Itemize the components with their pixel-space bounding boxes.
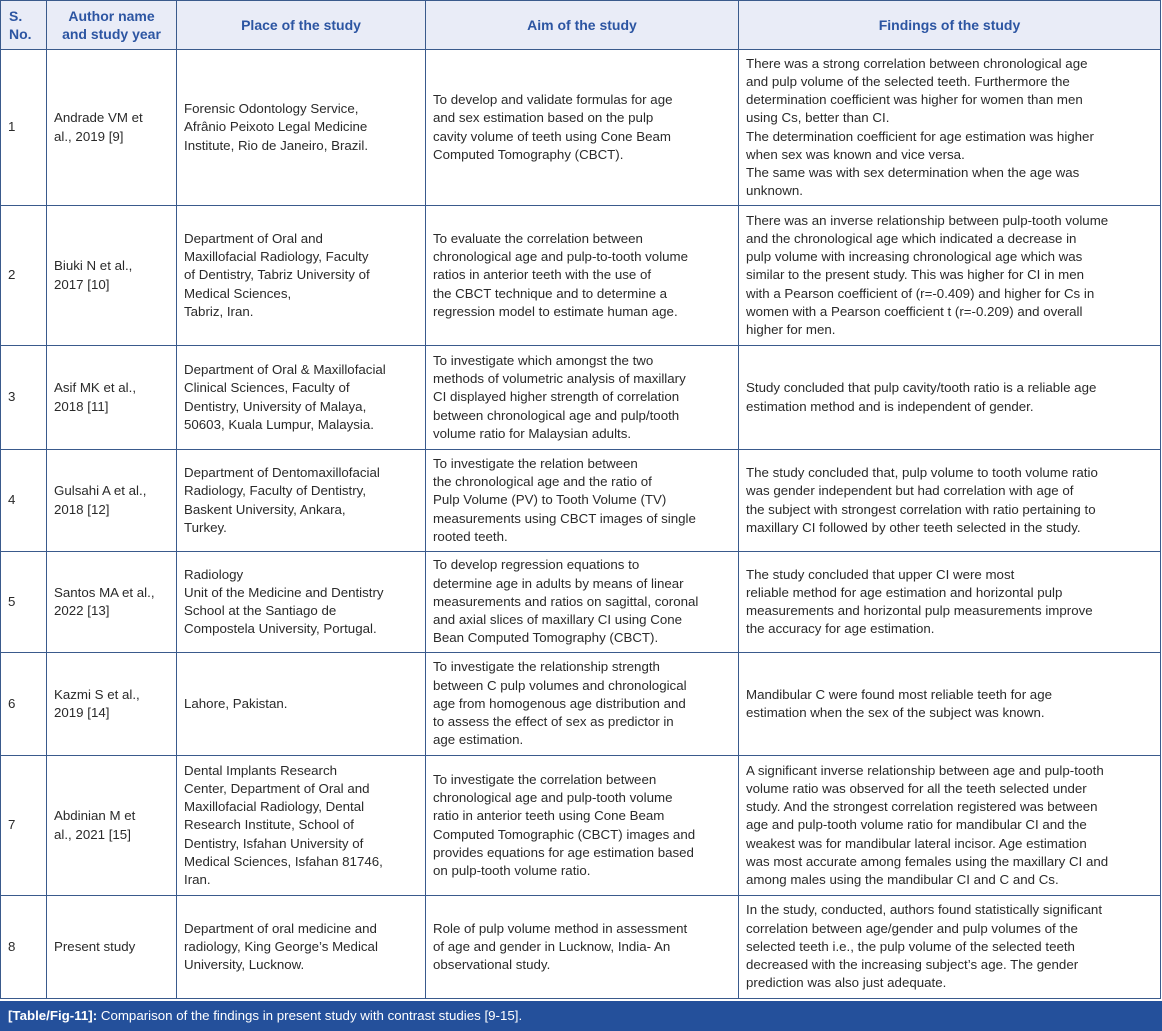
- cell-findings: The study concluded that, pulp volume to tooth volume ratio was gender independent but had correlation with age of the subject with strongest correlation with ratio pertaining to maxillary CI followed by other teeth selected in the study.: [739, 450, 1161, 552]
- cell-findings: The study concluded that upper CI were most reliable method for age estimation and horizontal pulp measurements and horizontal pulp measurements improve the accuracy for age estimation.: [739, 552, 1161, 653]
- header-aim: Aim of the study: [426, 1, 739, 50]
- table-caption: [0, 1001, 1162, 1031]
- cell-aim: To develop and validate formulas for age and sex estimation based on the pulp cavity volume of teeth using Cone Beam Computed Tomography (CBCT).: [426, 50, 739, 206]
- cell-author: Present study: [47, 896, 177, 999]
- header-serial-number: S. No.: [1, 1, 47, 50]
- header-author: Author name and study year: [47, 1, 177, 50]
- cell-place: Lahore, Pakistan.: [177, 653, 426, 756]
- cell-serial-number: 5: [1, 552, 47, 653]
- cell-findings: There was an inverse relationship between pulp-tooth volume and the chronological age which indicated a decrease in pulp volume with increasing chronological age which was similar to the present study. This was higher for CI in men with a Pearson coefficient of (r=-0.409) and higher for Cs in women with a Pearson coefficient t (r=-0.209) and overall higher for men.: [739, 206, 1161, 346]
- cell-place: Department of Oral & Maxillofacial Clinical Sciences, Faculty of Dentistry, University of Malaya, 50603, Kuala Lumpur, Malaysia.: [177, 346, 426, 450]
- cell-place: Dental Implants Research Center, Department of Oral and Maxillofacial Radiology, Dental Research Institute, School of Dentistry, Isfahan University of Medical Sciences, Isfahan 81746, Iran.: [177, 756, 426, 896]
- cell-aim: To develop regression equations to determine age in adults by means of linear measurements and ratios on sagittal, coronal and axial slices of maxillary CI using Cone Bean Computed Tomography (CBCT).: [426, 552, 739, 653]
- table-row: [1, 756, 1161, 896]
- header-place: Place of the study: [177, 1, 426, 50]
- cell-aim: To investigate which amongst the two methods of volumetric analysis of maxillary CI displayed higher strength of correlation between chronological age and pulp/tooth volume ratio for Malaysian adults.: [426, 346, 739, 450]
- caption-label: [Table/Fig-11]:: [8, 1008, 98, 1023]
- cell-place: Department of Oral and Maxillofacial Radiology, Faculty of Dentistry, Tabriz University of Medical Sciences, Tabriz, Iran.: [177, 206, 426, 346]
- cell-author: Santos MA et al., 2022 [13]: [47, 552, 177, 653]
- cell-serial-number: 8: [1, 896, 47, 999]
- cell-serial-number: 1: [1, 50, 47, 206]
- cell-findings: A significant inverse relationship between age and pulp-tooth volume ratio was observed for all the teeth selected under study. And the strongest correlation registered was between age and pulp-tooth volume ratio for mandibular CI and the weakest was for mandibular lateral incisor. Age estimation was most accurate among females using the maxillary CI and among males using the mandibular CI and C and Cs.: [739, 756, 1161, 896]
- cell-author: Kazmi S et al., 2019 [14]: [47, 653, 177, 756]
- cell-findings: Mandibular C were found most reliable teeth for age estimation when the sex of the subject was known.: [739, 653, 1161, 756]
- cell-serial-number: 2: [1, 206, 47, 346]
- header-findings: Findings of the study: [739, 1, 1161, 50]
- cell-aim: Role of pulp volume method in assessment of age and gender in Lucknow, India- An observational study.: [426, 896, 739, 999]
- cell-place: Forensic Odontology Service, Afrânio Peixoto Legal Medicine Institute, Rio de Janeiro, Brazil.: [177, 50, 426, 206]
- caption-text: Comparison of the findings in present study with contrast studies [9-15].: [97, 1008, 523, 1023]
- cell-author: Biuki N et al., 2017 [10]: [47, 206, 177, 346]
- cell-aim: To investigate the correlation between chronological age and pulp-tooth volume ratio in anterior teeth using Cone Beam Computed Tomographic (CBCT) images and provides equations for age estimation based on pulp-tooth volume ratio.: [426, 756, 739, 896]
- table-row: [1, 552, 1161, 653]
- cell-serial-number: 6: [1, 653, 47, 756]
- cell-aim: To investigate the relation between the chronological age and the ratio of Pulp Volume (PV) to Tooth Volume (TV) measurements using CBCT images of single rooted teeth.: [426, 450, 739, 552]
- table-row: [1, 653, 1161, 756]
- cell-findings: Study concluded that pulp cavity/tooth ratio is a reliable age estimation method and is independent of gender.: [739, 346, 1161, 450]
- table-row: [1, 50, 1161, 206]
- cell-serial-number: 7: [1, 756, 47, 896]
- cell-aim: To investigate the relationship strength between C pulp volumes and chronological age from homogenous age distribution and to assess the effect of sex as predictor in age estimation.: [426, 653, 739, 756]
- cell-author: Gulsahi A et al., 2018 [12]: [47, 450, 177, 552]
- table-row: [1, 450, 1161, 552]
- table-row: [1, 896, 1161, 999]
- cell-serial-number: 4: [1, 450, 47, 552]
- cell-place: Department of Dentomaxillofacial Radiology, Faculty of Dentistry, Baskent University, Ankara, Turkey.: [177, 450, 426, 552]
- table-row: [1, 206, 1161, 346]
- cell-place: Department of oral medicine and radiology, King George’s Medical University, Lucknow.: [177, 896, 426, 999]
- cell-serial-number: 3: [1, 346, 47, 450]
- cell-findings: There was a strong correlation between chronological age and pulp volume of the selected teeth. Furthermore the determination coefficient was higher for women than men using Cs, better than CI. The determination coefficient for age estimation was higher when sex was known and vice versa. The same was with sex determination when the age was unknown.: [739, 50, 1161, 206]
- cell-aim: To evaluate the correlation between chronological age and pulp-to-tooth volume ratios in anterior teeth with the use of the CBCT technique and to determine a regression model to estimate human age.: [426, 206, 739, 346]
- cell-author: Asif MK et al., 2018 [11]: [47, 346, 177, 450]
- table-row: [1, 346, 1161, 450]
- cell-findings: In the study, conducted, authors found statistically significant correlation between age/gender and pulp volumes of the selected teeth i.e., the pulp volume of the selected teeth decreased with the increasing subject’s age. The gender prediction was also just adequate.: [739, 896, 1161, 999]
- cell-place: Radiology Unit of the Medicine and Dentistry School at the Santiago de Compostela University, Portugal.: [177, 552, 426, 653]
- cell-author: Abdinian M et al., 2021 [15]: [47, 756, 177, 896]
- cell-author: Andrade VM et al., 2019 [9]: [47, 50, 177, 206]
- table-header-row: [1, 1, 1161, 50]
